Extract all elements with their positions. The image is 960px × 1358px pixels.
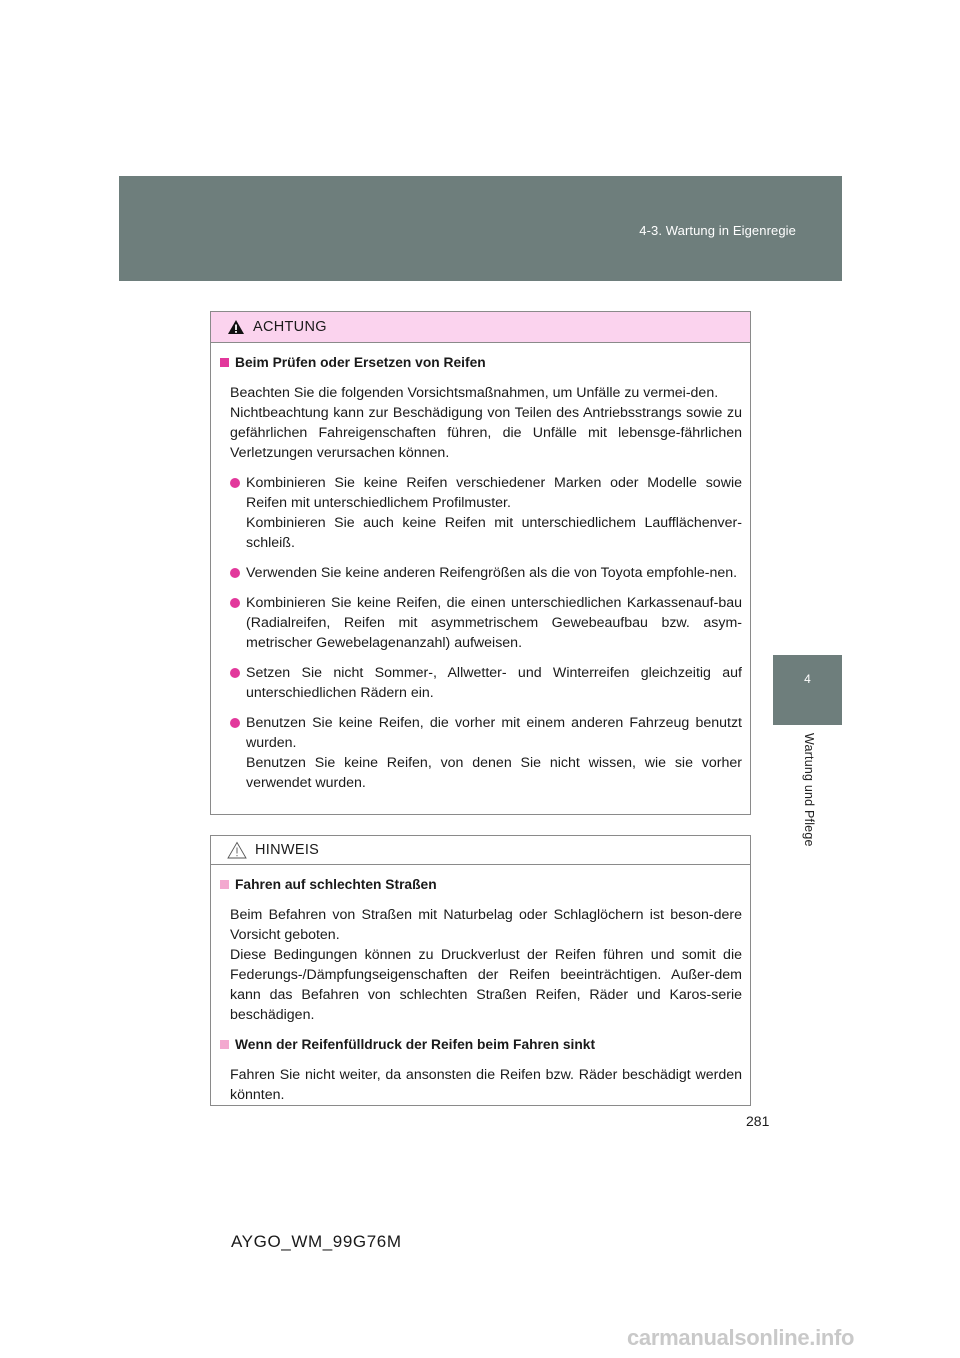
warning-box-body (211, 343, 750, 793)
round-bullet-icon (230, 598, 240, 608)
chapter-header-band (119, 176, 842, 281)
list-item-text: Verwenden Sie keine anderen Reifengrößen als die von Toyota empfohle-nen. (246, 565, 738, 581)
list-item-text: Setzen Sie nicht Sommer-, Allwetter- und Winterreifen gleichzeitig auf unterschiedlichen Rädern ein. (246, 665, 742, 701)
list-item (220, 563, 742, 583)
paragraph: Diese Bedingungen können zu Druckverlust der Reifen führen und somit die Federungs-/Dämpfungseigenschaften der Reifen beeinträchtigen. Außer-dem kann das Befahren von schlechten Straßen Reifen, Räder und Karos-serie beschädigen. (230, 947, 742, 1023)
notice-triangle-icon (227, 841, 247, 859)
square-bullet-icon (220, 1040, 229, 1049)
chapter-tab (773, 655, 842, 725)
list-item-text: Kombinieren Sie keine Reifen, die einen unterschiedlichen Karkassenauf-bau (Radialreifen, Reifen mit asymmetrischem Gewebeaufbau bzw. asym-metrischer Gewebelagenanzahl) aufweisen. (246, 595, 742, 651)
intro-text (220, 383, 742, 463)
list-item (220, 473, 742, 553)
section-heading (220, 875, 742, 895)
list-item (220, 713, 742, 793)
square-bullet-icon (220, 880, 229, 889)
section-heading-text: Fahren auf schlechten Straßen (235, 877, 437, 892)
notice-box-title: HINWEIS (255, 842, 320, 858)
warning-box (210, 311, 751, 815)
paragraph: Beachten Sie die folgenden Vorsichtsmaßnahmen, um Unfälle zu vermei-den. (230, 385, 719, 401)
warning-box-header (211, 312, 750, 343)
list-item (220, 663, 742, 703)
warning-triangle-icon (227, 319, 245, 335)
list-item (220, 593, 742, 653)
notice-box-body (211, 865, 750, 1105)
list-item-text: Kombinieren Sie auch keine Reifen mit unterschiedlichem Laufflächenver-schleiß. (246, 515, 742, 551)
section-heading (220, 1035, 742, 1055)
section-text (220, 905, 742, 1025)
section-title: 4-3. Wartung in Eigenregie (639, 223, 796, 238)
watermark: carmanualsonline.info (627, 1325, 855, 1350)
round-bullet-icon (230, 718, 240, 728)
notice-box (210, 835, 751, 1106)
section-heading (220, 353, 742, 373)
paragraph: Beim Befahren von Straßen mit Naturbelag oder Schlaglöchern ist beson-dere Vorsicht geboten. (230, 907, 742, 943)
list-item-text: Benutzen Sie keine Reifen, von denen Sie nicht wissen, wie sie vorher verwendet wurden. (246, 755, 742, 791)
warning-box-title: ACHTUNG (253, 319, 327, 335)
page-number: 281 (746, 1113, 770, 1129)
round-bullet-icon (230, 478, 240, 488)
round-bullet-icon (230, 668, 240, 678)
paragraph: Fahren Sie nicht weiter, da ansonsten die Reifen bzw. Räder beschädigt werden könnten. (230, 1067, 742, 1103)
list-item-text: Kombinieren Sie keine Reifen verschiedener Marken oder Modelle sowie Reifen mit unterschiedlichem Profilmuster. (246, 475, 742, 511)
list-item-text: Benutzen Sie keine Reifen, die vorher mit einem anderen Fahrzeug benutzt wurden. (246, 715, 742, 751)
section-heading-text: Wenn der Reifenfülldruck der Reifen beim Fahren sinkt (235, 1037, 596, 1052)
document-code: AYGO_WM_99G76M (231, 1232, 402, 1251)
square-bullet-icon (220, 358, 229, 367)
section-heading-text: Beim Prüfen oder Ersetzen von Reifen (235, 355, 486, 370)
round-bullet-icon (230, 568, 240, 578)
chapter-number: 4 (804, 672, 811, 686)
paragraph: Nichtbeachtung kann zur Beschädigung von Teilen des Antriebsstrangs sowie zu gefährlichen Fahreigenschaften führen, die Unfälle mit lebensge-fährlichen Verletzungen verursachen können. (230, 405, 742, 461)
section-text (220, 1065, 742, 1105)
notice-box-header (211, 836, 750, 865)
chapter-tab-label: Wartung und Pflege (802, 733, 816, 847)
